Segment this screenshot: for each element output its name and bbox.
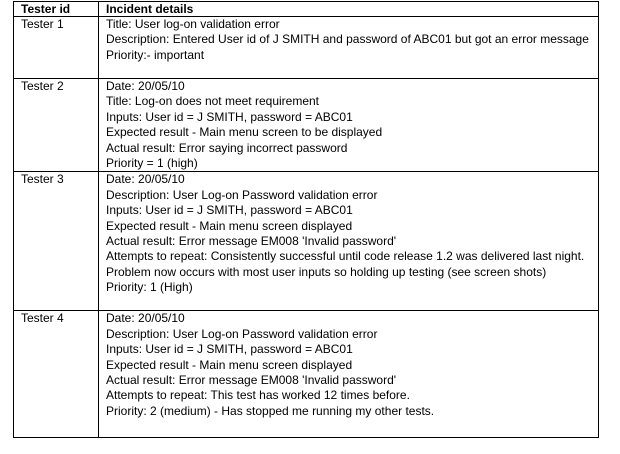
detail-line: Expected result - Main menu screen to be displayed — [106, 125, 383, 140]
incident-details-cell — [99, 311, 599, 438]
detail-line: Actual result: Error message EM008 'Invalid password' — [106, 234, 397, 249]
detail-line: Description: User Log-on Password validation error — [106, 326, 378, 341]
header-row — [14, 2, 599, 17]
header-incident-details: Incident details — [99, 2, 599, 17]
incident-details-cell — [99, 79, 599, 172]
detail-line: Description: Entered User id of J SMITH and password of ABC01 but got an error message — [106, 32, 589, 47]
tester-id-cell: Tester 2 — [14, 79, 99, 172]
table-row — [14, 311, 599, 438]
detail-line: Date: 20/05/10 — [106, 172, 185, 187]
detail-line: Title: User log-on validation error — [106, 17, 280, 31]
tester-id-cell: Tester 3 — [14, 172, 99, 311]
detail-line: Inputs: User id = J SMITH, password = ABC01 — [106, 342, 353, 357]
incident-table — [13, 1, 599, 438]
table-row — [14, 17, 599, 79]
detail-line: Description: User Log-on Password validation error — [106, 187, 378, 202]
detail-line: Expected result - Main menu screen displayed — [106, 357, 353, 372]
table-row — [14, 79, 599, 172]
detail-line: Actual result: Error message EM008 'Invalid password' — [106, 373, 397, 388]
incident-details-cell — [99, 172, 599, 311]
detail-line: Inputs: User id = J SMITH, password = ABC01 — [106, 109, 353, 124]
detail-line: Title: Log-on does not meet requirement — [106, 94, 320, 109]
detail-line: Expected result - Main menu screen displayed — [106, 218, 353, 233]
table-row — [14, 172, 599, 311]
detail-line: Date: 20/05/10 — [106, 79, 185, 93]
tester-id-cell: Tester 1 — [14, 17, 99, 79]
tester-id-cell: Tester 4 — [14, 311, 99, 438]
detail-line: Priority: 1 (High) — [106, 280, 193, 295]
header-tester-id: Tester id — [14, 2, 99, 17]
detail-line: Priority = 1 (high) — [106, 156, 198, 171]
incident-details-cell — [99, 17, 599, 79]
detail-line: Priority:- important — [106, 47, 205, 62]
detail-line: Actual result: Error saying incorrect password — [106, 140, 348, 155]
detail-line: Attempts to repeat: Consistently successful until code release 1.2 was delivered last night. Problem now occurs with most user inputs so holding up testing (see screen shots) — [106, 249, 585, 279]
detail-line: Inputs: User id = J SMITH, password = ABC01 — [106, 203, 353, 218]
detail-line: Attempts to repeat: This test has worked 12 times before. — [106, 388, 410, 403]
detail-line: Priority: 2 (medium) - Has stopped me running my other tests. — [106, 403, 435, 418]
detail-line: Date: 20/05/10 — [106, 311, 185, 326]
